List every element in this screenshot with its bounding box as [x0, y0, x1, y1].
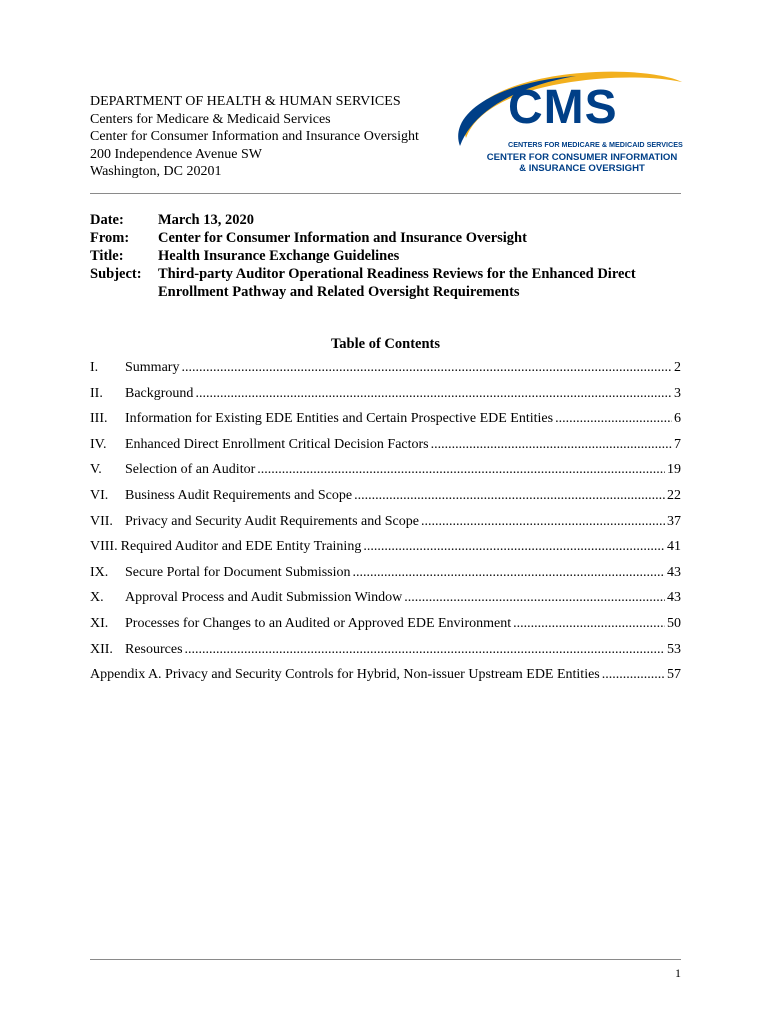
- toc-entry-page: 22: [667, 487, 681, 503]
- toc-entry-number: IX.: [90, 564, 109, 580]
- toc-entry-title: Resources: [125, 641, 183, 657]
- memo-title-label: Title:: [90, 248, 124, 264]
- toc-dot-leader: [181, 360, 672, 376]
- toc-heading: Table of Contents: [330, 336, 441, 352]
- cms-wordmark: CMS: [508, 81, 618, 134]
- address-line-center: Center for Consumer Information and Insurance Oversight: [90, 129, 419, 145]
- page-number: 1: [675, 966, 681, 980]
- toc-entry-number: XII.: [90, 641, 113, 657]
- toc-entry-page: 7: [674, 436, 681, 452]
- toc-entry-number: II.: [90, 385, 103, 401]
- toc-entry-number: V.: [90, 462, 102, 478]
- cms-logo-center-line1: CENTER FOR CONSUMER INFORMATION: [486, 152, 678, 163]
- toc-entry-title: Background: [125, 385, 194, 401]
- memo-subject-value: [158, 265, 678, 301]
- toc-entry-appendix-a[interactable]: [90, 667, 681, 693]
- header-divider: [90, 193, 681, 194]
- toc-entry-number: VI.: [90, 487, 109, 503]
- toc-entry-page: 37: [667, 513, 681, 529]
- table-of-contents: [90, 360, 681, 693]
- toc-entry-page: 41: [667, 539, 681, 555]
- toc-entry-page: 3: [674, 385, 681, 401]
- toc-entry-number: XI.: [90, 615, 109, 631]
- memo-date-row: [90, 211, 678, 229]
- toc-entry-approval-process[interactable]: [90, 590, 681, 616]
- memo-subject-label: Subject:: [90, 266, 142, 282]
- address-line-city: Washington, DC 20201: [90, 164, 222, 180]
- toc-entry-title: Required Auditor and EDE Entity Training: [120, 539, 362, 555]
- toc-dot-leader: [513, 616, 665, 632]
- memo-subject-line2: Enrollment Pathway and Related Oversight Requirements: [158, 284, 520, 300]
- toc-entry-page: 43: [667, 564, 681, 580]
- toc-entry-title: Appendix A. Privacy and Security Controls for Hybrid, Non-issuer Upstream EDE Entities: [90, 667, 600, 683]
- toc-entry-number: III.: [90, 411, 108, 427]
- toc-entry-number: I.: [90, 360, 99, 375]
- toc-entry-page: 43: [667, 590, 681, 606]
- toc-entry-existing-ede-entities[interactable]: [90, 411, 681, 437]
- toc-entry-summary[interactable]: [90, 360, 681, 386]
- toc-entry-page: 57: [667, 667, 681, 683]
- toc-dot-leader: [602, 667, 665, 683]
- toc-entry-number: X.: [90, 590, 104, 606]
- cms-logo-center-name: [476, 152, 688, 174]
- toc-entry-title: Selection of an Auditor: [125, 462, 256, 478]
- address-line-street: 200 Independence Avenue SW: [90, 146, 262, 162]
- toc-entry-business-audit[interactable]: [90, 488, 681, 514]
- toc-entry-page: 19: [667, 462, 681, 478]
- toc-entry-number: IV.: [90, 436, 107, 452]
- toc-entry-selection-of-auditor[interactable]: [90, 462, 681, 488]
- toc-entry-page: 50: [667, 615, 681, 631]
- toc-entry-title: Secure Portal for Document Submission: [125, 564, 351, 580]
- address-line-department: DEPARTMENT OF HEALTH & HUMAN SERVICES: [90, 94, 401, 109]
- toc-dot-leader: [353, 565, 665, 581]
- toc-dot-leader: [555, 411, 672, 427]
- toc-dot-leader: [257, 462, 665, 478]
- memo-from-value: Center for Consumer Information and Insurance Oversight: [158, 230, 527, 246]
- sender-address: [90, 93, 419, 181]
- memo-subject-line1: Third-party Auditor Operational Readiness Reviews for the Enhanced Direct: [158, 266, 636, 282]
- toc-dot-leader: [421, 514, 665, 530]
- memo-date-label: Date:: [90, 212, 124, 228]
- toc-entry-title: Processes for Changes to an Audited or Approved EDE Environment: [125, 615, 512, 631]
- toc-entry-critical-decision-factors[interactable]: [90, 437, 681, 463]
- memo-date-value: March 13, 2020: [158, 212, 254, 228]
- toc-dot-leader: [431, 437, 672, 453]
- toc-dot-leader: [195, 386, 672, 402]
- memo-title-value: Health Insurance Exchange Guidelines: [158, 248, 400, 264]
- toc-entry-page: 53: [667, 641, 681, 657]
- toc-entry-processes-for-changes[interactable]: [90, 616, 681, 642]
- memo-from-row: [90, 229, 678, 247]
- toc-entry-number: VII.: [90, 513, 113, 529]
- memo-from-label: From:: [90, 230, 130, 246]
- toc-dot-leader: [363, 539, 665, 555]
- toc-dot-leader: [404, 590, 665, 606]
- toc-dot-leader: [185, 642, 665, 658]
- toc-entry-title: Business Audit Requirements and Scope: [125, 487, 353, 503]
- toc-entry-title: Enhanced Direct Enrollment Critical Decision Factors: [125, 436, 429, 452]
- toc-entry-title: Information for Existing EDE Entities and Certain Prospective EDE Entities: [125, 411, 554, 427]
- toc-entry-privacy-security-audit[interactable]: [90, 514, 681, 540]
- cms-logo: [446, 68, 688, 180]
- footer-divider: [90, 959, 681, 960]
- toc-entry-title: Privacy and Security Audit Requirements and Scope: [125, 513, 419, 529]
- toc-entry-page: 6: [674, 411, 681, 427]
- toc-entry-background[interactable]: [90, 386, 681, 412]
- toc-entry-secure-portal[interactable]: [90, 565, 681, 591]
- memo-subject-row: [90, 265, 678, 301]
- memo-title-row: [90, 247, 678, 265]
- cms-logo-subtitle: CENTERS FOR MEDICARE & MEDICAID SERVICES: [508, 140, 683, 149]
- toc-dot-leader: [354, 488, 665, 504]
- toc-entry-page: 2: [674, 360, 681, 375]
- memo-block: [90, 211, 678, 301]
- toc-entry-number: VIII.: [90, 539, 118, 555]
- toc-entry-required-training[interactable]: [90, 539, 681, 565]
- toc-entry-resources[interactable]: [90, 642, 681, 668]
- address-line-agency: Centers for Medicare & Medicaid Services: [90, 111, 331, 127]
- toc-entry-title: Summary: [125, 360, 180, 375]
- cms-logo-center-line2: & INSURANCE OVERSIGHT: [519, 163, 645, 174]
- toc-entry-title: Approval Process and Audit Submission Window: [125, 590, 403, 606]
